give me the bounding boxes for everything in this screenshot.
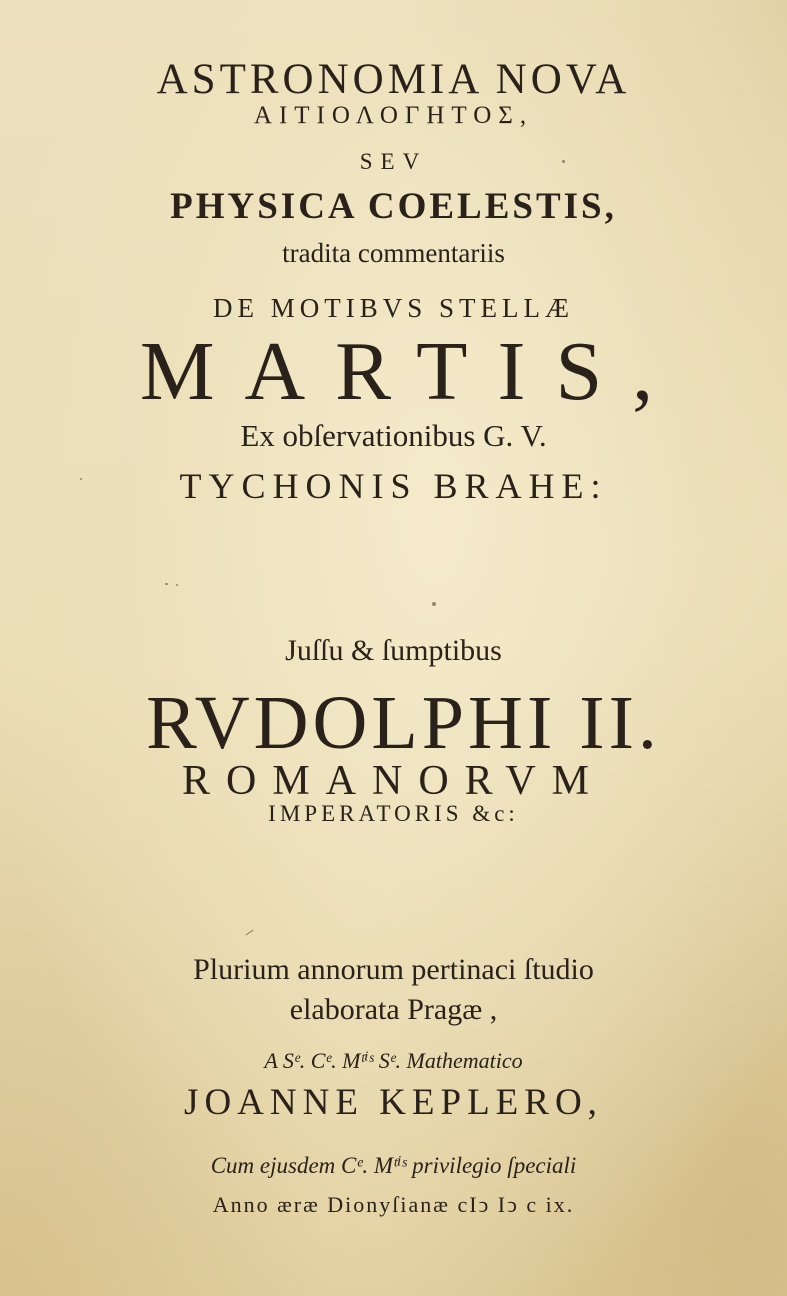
paper-speck: [165, 583, 168, 585]
paper-speck: [80, 478, 82, 480]
rudolphi-heading: RVDOLPHI II.: [146, 681, 661, 765]
romanorum-line: ROMANORVM: [181, 758, 605, 804]
martis-heading: MARTIS,: [139, 325, 684, 418]
paper-speck: [562, 160, 565, 163]
observationibus-line: Ex obſervationibus G. V.: [240, 418, 547, 453]
plurium-line: Plurium annorum pertinaci ſtudio: [193, 953, 594, 986]
tradita-line: tradita commentariis: [282, 238, 505, 268]
author-name: JOANNE KEPLERO,: [184, 1082, 603, 1123]
title-line-physica-coelestis: PHYSICA COELESTIS,: [170, 186, 617, 227]
imperatoris-line: IMPERATORIS &c:: [268, 801, 519, 826]
imprint-date-line: Anno æræ Dionyſianæ cIↄ Iↄ c ix.: [212, 1192, 575, 1217]
elaborata-line: elaborata Pragæ ,: [289, 993, 498, 1026]
privilegio-line: Cum ejusdem Cᵉ. Mᵗⁱˢ privilegio ſpeciali: [210, 1153, 577, 1178]
paper-speck: [176, 584, 178, 586]
conjunction-sev: SEV: [359, 149, 428, 174]
paper-speck: [432, 602, 436, 606]
greek-subtitle: ΑΙΤΙΟΛΟΓΗΤΟΣ,: [253, 102, 534, 129]
jussu-line: Juſſu & ſumptibus: [285, 634, 502, 667]
de-motibus-line: DE MOTIBVS STELLÆ: [213, 293, 574, 323]
title-line-astronomia-nova: ASTRONOMIA NOVA: [156, 56, 631, 103]
paper-speck: [246, 930, 254, 936]
mathematico-line: A Sᵉ. Cᵉ. Mᵗⁱˢ Sᵉ. Mathematico: [264, 1048, 523, 1073]
tychonis-brahe-line: TYCHONIS BRAHE:: [179, 466, 608, 506]
